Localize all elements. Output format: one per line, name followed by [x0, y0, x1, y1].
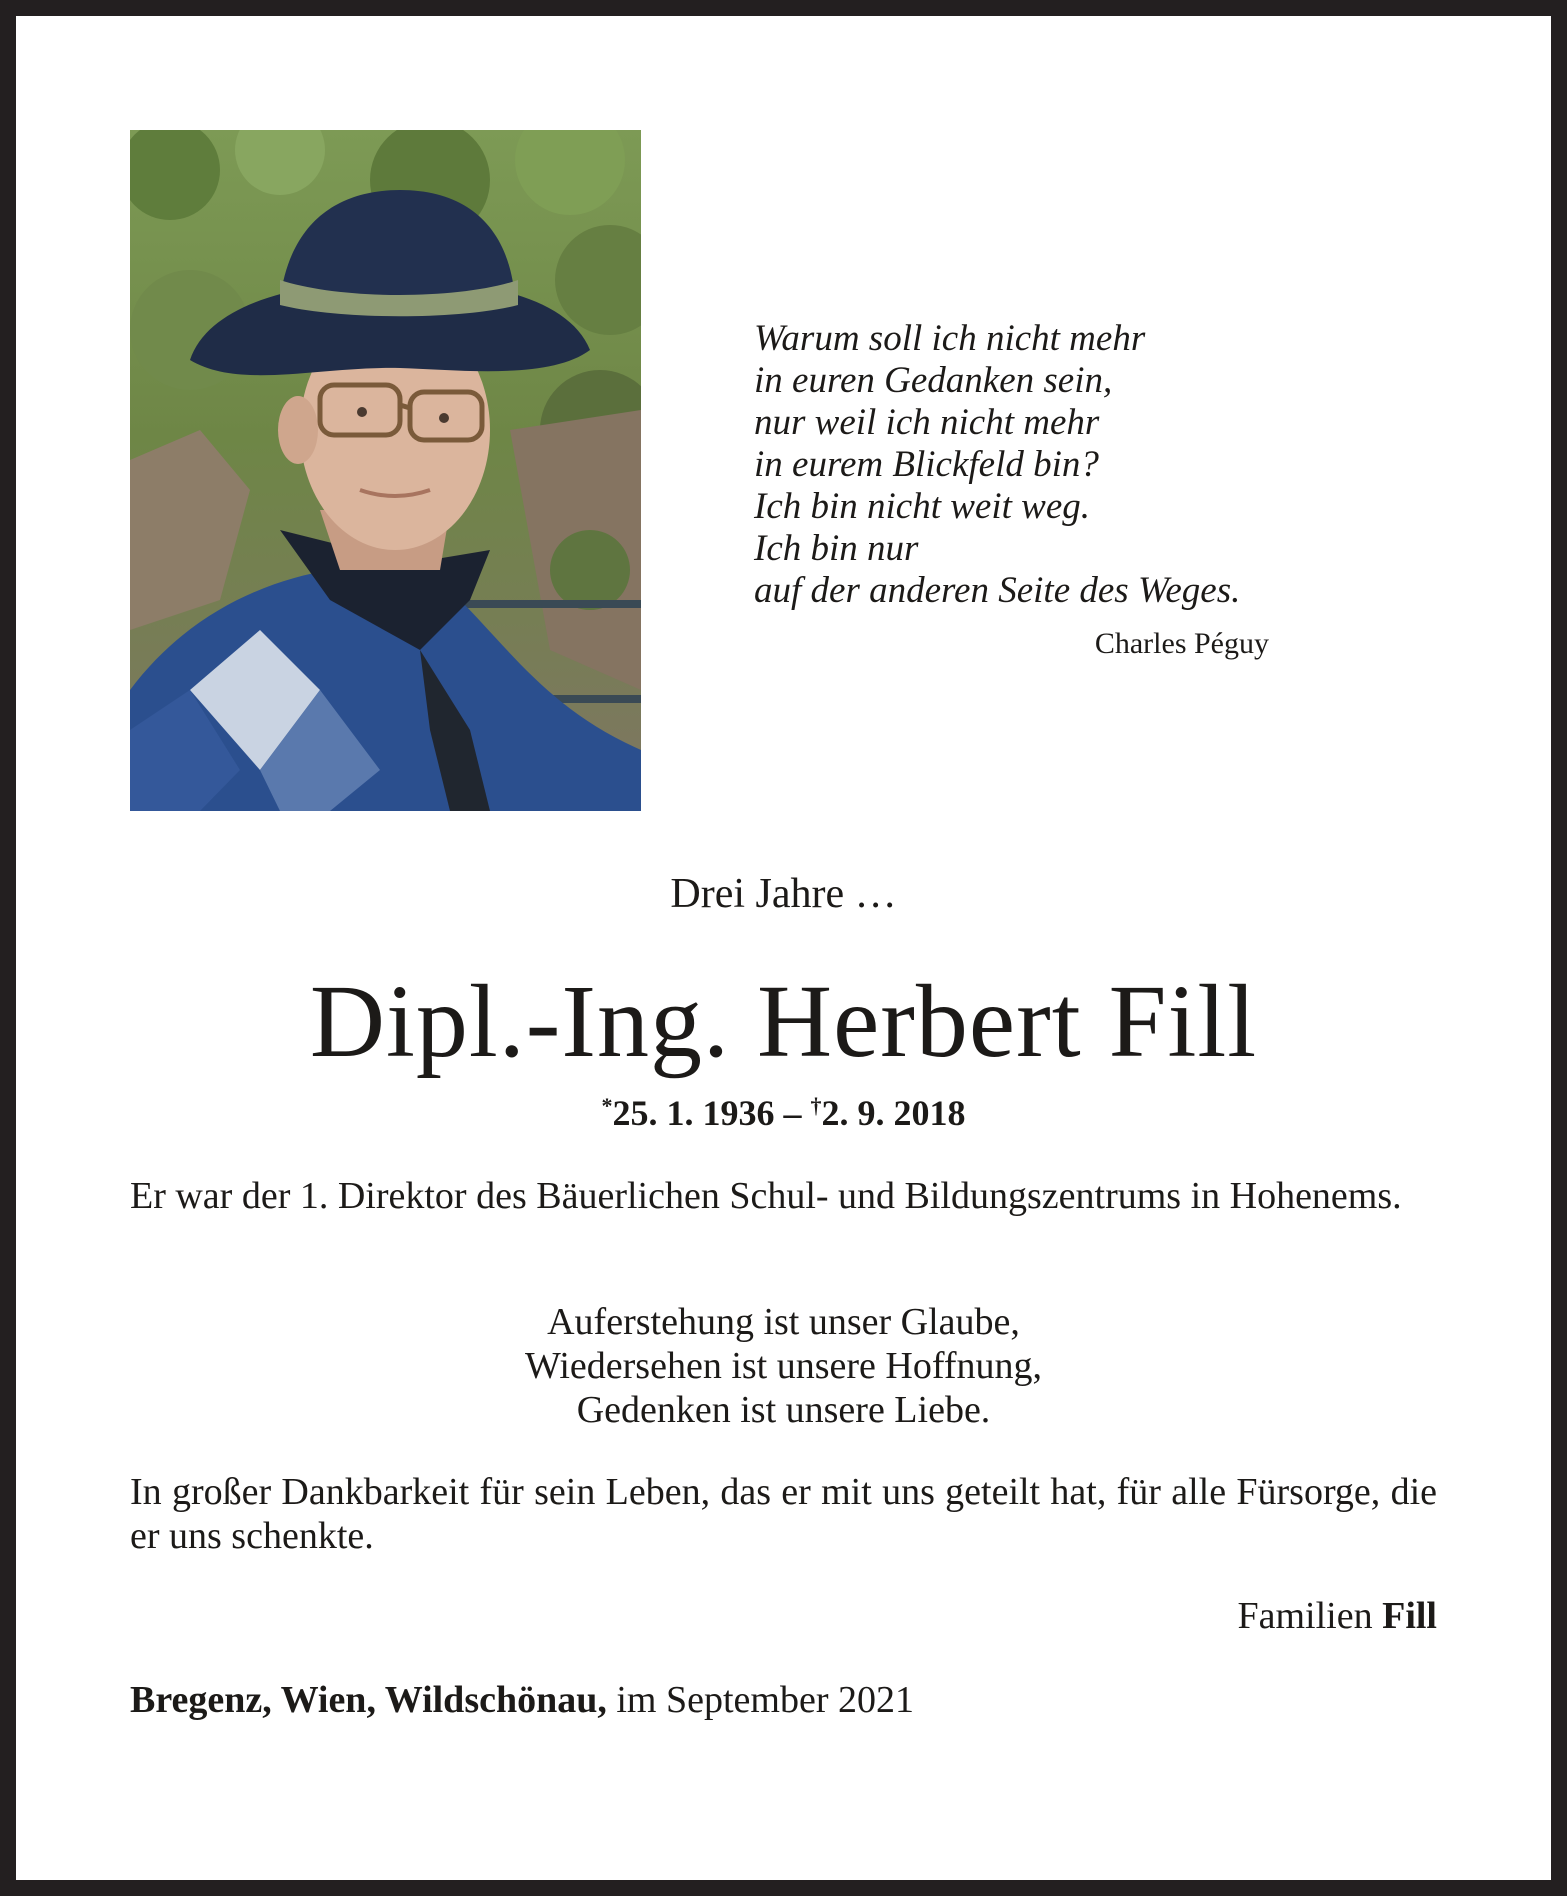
- birth-symbol: *: [601, 1093, 613, 1118]
- deceased-name: Dipl.-Ing. Herbert Fill: [309, 964, 1258, 1079]
- date-separator: –: [774, 1093, 811, 1133]
- poem-line: nur weil ich nicht mehr: [754, 402, 1100, 443]
- signature-surname: Fill: [1382, 1595, 1437, 1637]
- place-date-text: im September 2021: [606, 1679, 914, 1721]
- death-date: 2. 9. 2018: [821, 1093, 966, 1133]
- place-locations: Bregenz, Wien, Wildschönau,: [130, 1679, 607, 1721]
- poem-line: Ich bin nicht weit weg.: [754, 486, 1091, 527]
- death-symbol: †: [810, 1093, 822, 1118]
- motto: [130, 1300, 1437, 1432]
- poem-line: auf der anderen Seite des Weges.: [754, 570, 1241, 611]
- poem-line: Warum soll ich nicht mehr: [754, 318, 1146, 359]
- portrait-photo-icon: [130, 130, 641, 811]
- motto-line: Auferstehung ist unser Glaube,: [547, 1301, 1020, 1343]
- poem-author: Charles Péguy: [1094, 627, 1269, 660]
- signature: [1238, 1594, 1438, 1638]
- gratitude-text: In großer Dankbarkeit für sein Leben, das er mit uns geteilt hat, für alle Fürsorge, die er uns schenkte.: [130, 1471, 1437, 1557]
- signature-prefix: Familien: [1237, 1595, 1383, 1637]
- motto-line: Gedenken ist unsere Liebe.: [576, 1389, 991, 1431]
- life-dates: [130, 1092, 1437, 1134]
- poem-line: in euren Gedanken sein,: [754, 360, 1113, 401]
- portrait-photo: [130, 130, 641, 811]
- biography-text: Er war der 1. Direktor des Bäuerlichen Schul- und Bildungszentrums in Hohenems.: [130, 1175, 1402, 1217]
- birth-date: 25. 1. 1936: [612, 1093, 775, 1133]
- poem-line: Ich bin nur: [754, 528, 919, 569]
- poem: [754, 318, 1274, 612]
- motto-line: Wiedersehen ist unsere Hoffnung,: [525, 1345, 1042, 1387]
- place-date: [130, 1678, 914, 1722]
- intro-text: Drei Jahre …: [670, 871, 897, 917]
- poem-line: in eurem Blickfeld bin?: [754, 444, 1099, 485]
